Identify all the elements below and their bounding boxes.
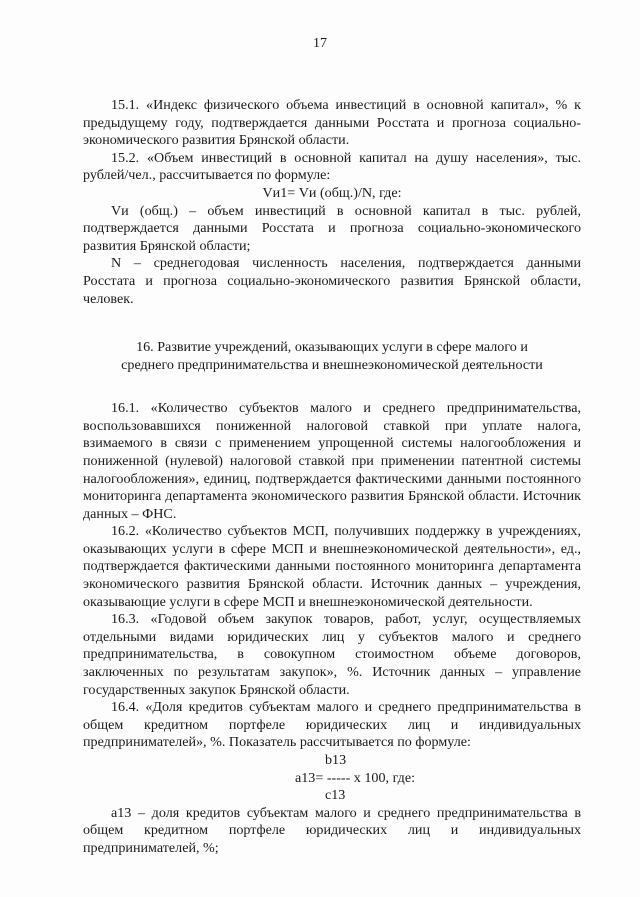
paragraph-16-2: 16.2. «Количество субъектов МСП, получивших поддержку в учреждениях, оказывающих услуги в сфере МСП и внешнеэкономической деятельности», ед., подтверждается фактическими данными постоянного мониторинга департамента экономического развития Брянской области. Источник данных – учреждения, оказывающие услуги в сфере МСП и внешнеэкономической деятельности.	[83, 523, 581, 610]
formula-16-4	[295, 752, 415, 805]
paragraph-15-2: 15.2. «Объем инвестиций в основной капитал на душу населения», тыс. рублей/чел., рассчитывается по формуле:	[83, 149, 581, 184]
paragraph-16-4: 16.4. «Доля кредитов субъектам малого и среднего предпринимательства в общем кредитном портфеле юридических лиц и индивидуальных предпринимателей», %. Показатель рассчитывается по формуле:	[83, 699, 581, 751]
formula-15-2: Vи1= Vи (общ.)/N, где:	[262, 184, 402, 201]
section-heading-16-line2: среднего предпринимательства и внешнеэкономической деятельности	[121, 357, 543, 374]
document-body	[83, 97, 581, 858]
section-heading-16	[83, 338, 581, 374]
formula-main: a13= ----- x 100, где:	[295, 769, 415, 786]
formula-numerator: b13	[325, 752, 347, 768]
paragraph-16-1: 16.1. «Количество субъектов малого и среднего предпринимательства, воспользовавшихся пониженной налоговой ставкой при уплате налога, взимаемого в связи с применением упрощенной системы налогообложения и пониженной (нулевой) налоговой ставкой при применении патентной системы налогообложения», единиц, подтверждается фактическими данными постоянного мониторинга департамента экономического развития Брянской области. Источник данных – ФНС.	[83, 400, 581, 522]
definition-vi: Vи (общ.) – объем инвестиций в основной капитал в тыс. рублей, подтверждается данными Росстата и прогноза социально-экономического развития Брянской области;	[83, 202, 581, 254]
paragraph-16-3: 16.3. «Годовой объем закупок товаров, работ, услуг, осуществляемых отдельными видами юридических лиц у субъектов малого и среднего предпринимательства, в совокупном стоимостном объеме договоров, заключенных по результатам закупок», %. Источник данных – управление государственных закупок Брянской области.	[83, 611, 581, 698]
definition-n: N – среднегодовая численность населения, подтверждается данными Росстата и прогноза социально-экономического развития Брянской области, человек.	[83, 255, 581, 307]
formula-denominator: c13	[325, 787, 346, 804]
page-number: 17	[313, 36, 327, 51]
paragraph-15-1: 15.1. «Индекс физического объема инвестиций в основной капитал», % к предыдущему году, подтверждается данными Росстата и прогноза социально-экономического развития Брянской области.	[83, 97, 581, 149]
section-heading-16-line1: 16. Развитие учреждений, оказывающих услуги в сфере малого и	[136, 339, 528, 356]
definition-a13: a13 – доля кредитов субъектам малого и среднего предпринимательства в общем кредитном портфеле юридических лиц и индивидуальных предпринимателей, %;	[83, 804, 581, 856]
